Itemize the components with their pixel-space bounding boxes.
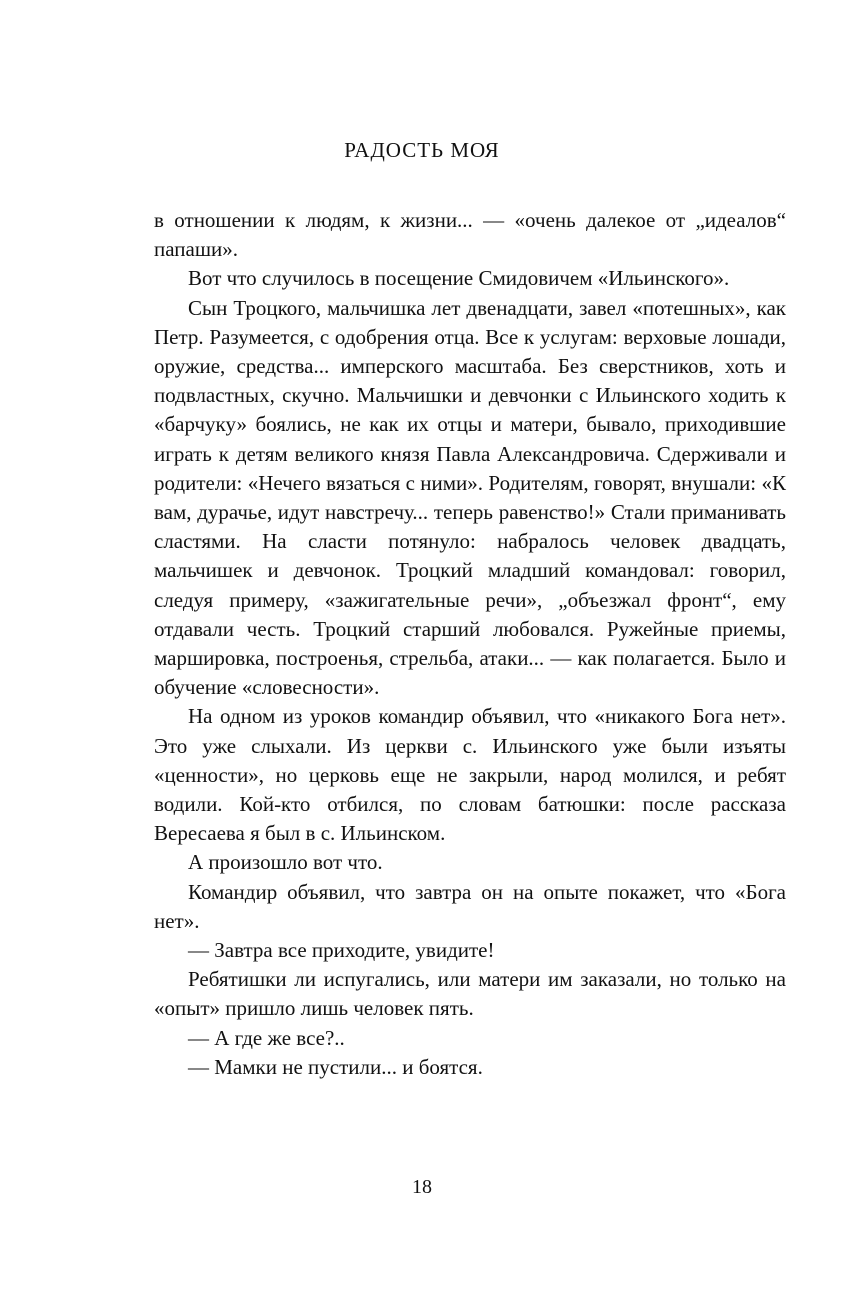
running-title: РАДОСТЬ МОЯ — [344, 138, 500, 162]
paragraph-10: — Мамки не пустили... и боятся. — [188, 1054, 483, 1079]
paragraph-4: На одном из уроков командир объявил, что «никакого Бога нет». Это уже слыхали. Из церкви с. Ильинского уже были изъяты «ценности», но церковь еще не закрыли, народ молился, и ребят водили. Кой-кто отбился, по словам батюшки: после рассказа Вересаева я был в с. Ильинском. — [154, 704, 786, 846]
paragraph-2: Вот что случилось в посещение Смидовичем «Ильинского». — [188, 266, 730, 291]
paragraph-6: Командир объявил, что завтра он на опыте покажет, что «Бога нет». — [154, 879, 786, 933]
page-number: 18 — [412, 1176, 432, 1198]
body-text — [154, 206, 786, 1082]
paragraph-7: — Завтра все приходите, увидите! — [188, 938, 495, 963]
paragraph-8: Ребятишки ли испугались, или матери им заказали, но только на «опыт» пришло лишь человек пять. — [154, 967, 786, 1021]
paragraph-9: — А где же все?.. — [188, 1025, 345, 1050]
paragraph-1: в отношении к людям, к жизни... — «очень далекое от „идеалов“ папаши». — [154, 208, 786, 262]
paragraph-5: А произошло вот что. — [188, 850, 383, 875]
paragraph-3: Сын Троцкого, мальчишка лет двенадцати, завел «потешных», как Петр. Разумеется, с одобрения отца. Все к услугам: верховые лошади, оружие, средства... имперского масштаба. Без сверстников, хоть и подвластных, скучно. Мальчишки и девчонки с Ильинского ходить к «барчуку» боялись, не как их отцы и матери, бывало, приходившие играть к детям великого князя Павла Александровича. Сдерживали и родители: «Нечего вязаться с ними». Родителям, говорят, внушали: «К вам, дурачье, идут навстречу... теперь равенство!» Стали приманивать сластями. На сласти потянуло: набралось человек двадцать, мальчишек и девчонок. Троцкий младший командовал: говорил, следуя примеру, «зажигательные речи», „объезжал фронт“, ему отдавали честь. Троцкий старший любовался. Ружейные приемы, маршировка, построенья, стрельба, атаки... — как полагается. Было и обучение «словесности». — [154, 295, 786, 700]
